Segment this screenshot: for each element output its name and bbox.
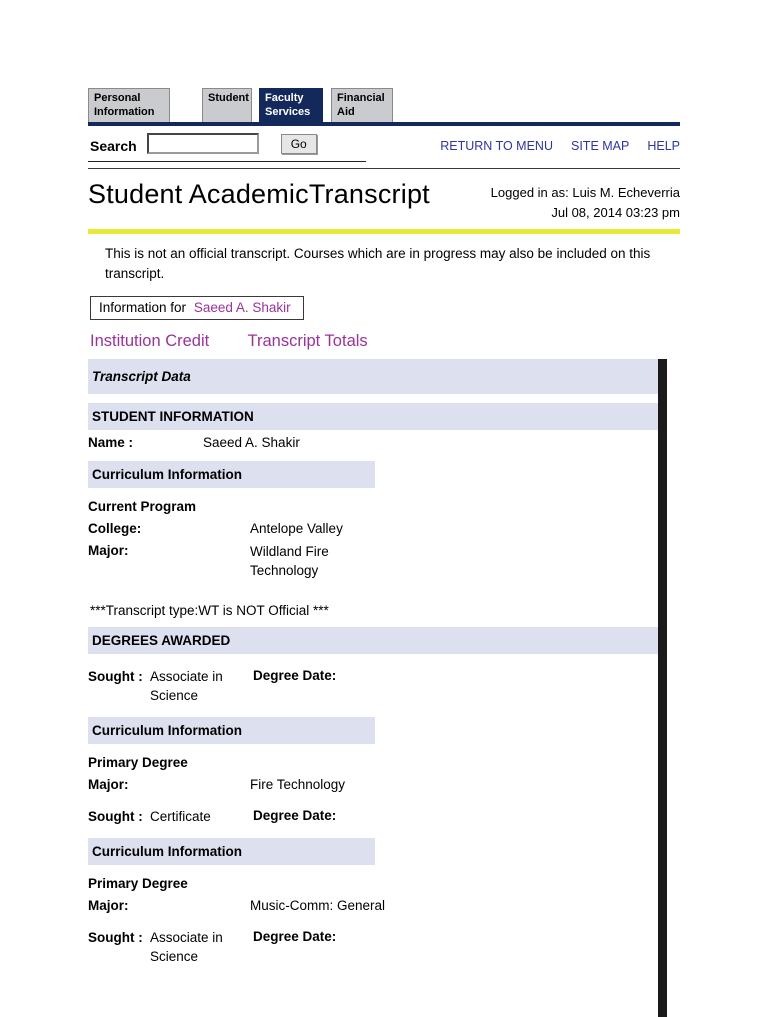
current-program-label: Current Program: [88, 499, 197, 515]
sought-label: Sought :: [88, 669, 143, 685]
page: [88, 0, 680, 1017]
section-header-degrees-awarded: DEGREES AWARDED: [88, 627, 658, 654]
info-for-box: [90, 296, 304, 320]
name-label: Name :: [88, 435, 134, 451]
major-label: Major:: [88, 776, 129, 792]
transcript-disclaimer: This is not an official transcript. Courses which are in progress may also be included on this transcript.: [105, 245, 651, 282]
sought-value: Certificate: [150, 808, 211, 824]
major-value: Fire Technology: [250, 776, 346, 792]
tab-faculty-services[interactable]: Faculty Services: [259, 88, 323, 122]
sought-value: Associate in Science: [150, 669, 223, 704]
college-label: College:: [88, 521, 142, 537]
curriculum-information-header: Curriculum Information: [88, 461, 375, 488]
degree-row: [88, 660, 658, 708]
section-header-student-information: STUDENT INFORMATION: [88, 403, 658, 430]
section-links: [90, 332, 680, 351]
major-row: [88, 772, 658, 794]
login-info: [491, 179, 680, 223]
logged-in-as: Logged in as: Luis M. Echeverria: [490, 184, 680, 200]
degree-row: [88, 921, 658, 969]
degree-date-label: Degree Date:: [253, 928, 337, 944]
college-row: [88, 516, 658, 538]
name-row: [88, 430, 658, 452]
major-value: Wildland Fire Technology: [250, 544, 329, 579]
nav-links: [440, 133, 680, 153]
login-datetime: Jul 08, 2014 03:23 pm: [551, 204, 680, 220]
degree-date-label: Degree Date:: [253, 668, 337, 684]
sought-value: Associate in Science: [150, 929, 223, 964]
major-value: Music-Comm: General: [250, 897, 386, 913]
major-label: Major:: [88, 543, 129, 559]
nav-link-site-map[interactable]: SITE MAP: [571, 138, 630, 153]
search-label: Search: [90, 137, 137, 154]
sought-label: Sought :: [88, 929, 143, 945]
curriculum-information-header: Curriculum Information: [88, 838, 375, 865]
primary-degree-label: Primary Degree: [88, 754, 188, 770]
sought-label: Sought :: [88, 808, 143, 824]
tab-financial-aid[interactable]: Financial Aid: [331, 88, 393, 122]
title-row: [88, 169, 680, 229]
nav-link-help[interactable]: HELP: [647, 138, 680, 153]
primary-degree-label: Primary Degree: [88, 875, 188, 891]
transcript-table: [88, 359, 667, 1016]
nav-link-return-to-menu[interactable]: RETURN TO MENU: [440, 138, 553, 153]
page-title: Student AcademicTranscript: [88, 178, 430, 209]
go-button[interactable]: Go: [281, 134, 317, 154]
major-row: [88, 538, 658, 583]
degree-row: [88, 800, 658, 829]
student-name-link[interactable]: Saeed A. Shakir: [193, 300, 291, 316]
info-for-label: Information for: [99, 300, 187, 316]
college-value: Antelope Valley: [250, 521, 343, 537]
section-header-transcript-data: Transcript Data: [88, 359, 658, 394]
link-transcript-totals[interactable]: Transcript Totals: [247, 332, 368, 351]
curriculum-information-header: Curriculum Information: [88, 717, 375, 744]
transcript-type-note: ***Transcript type:WT is NOT Official ***: [90, 603, 329, 619]
major-label: Major:: [88, 897, 129, 913]
tab-student[interactable]: Student: [202, 88, 252, 122]
tab-personal-information[interactable]: Personal Information: [88, 88, 170, 122]
search-area: [88, 126, 680, 162]
name-value: Saeed A. Shakir: [203, 435, 300, 451]
search-input[interactable]: [147, 133, 259, 154]
link-institution-credit[interactable]: Institution Credit: [90, 332, 210, 351]
tab-bar: [88, 88, 680, 122]
accent-stripe: [88, 229, 680, 234]
search-group: [88, 133, 366, 162]
major-row: [88, 893, 658, 915]
degree-date-label: Degree Date:: [253, 807, 337, 823]
